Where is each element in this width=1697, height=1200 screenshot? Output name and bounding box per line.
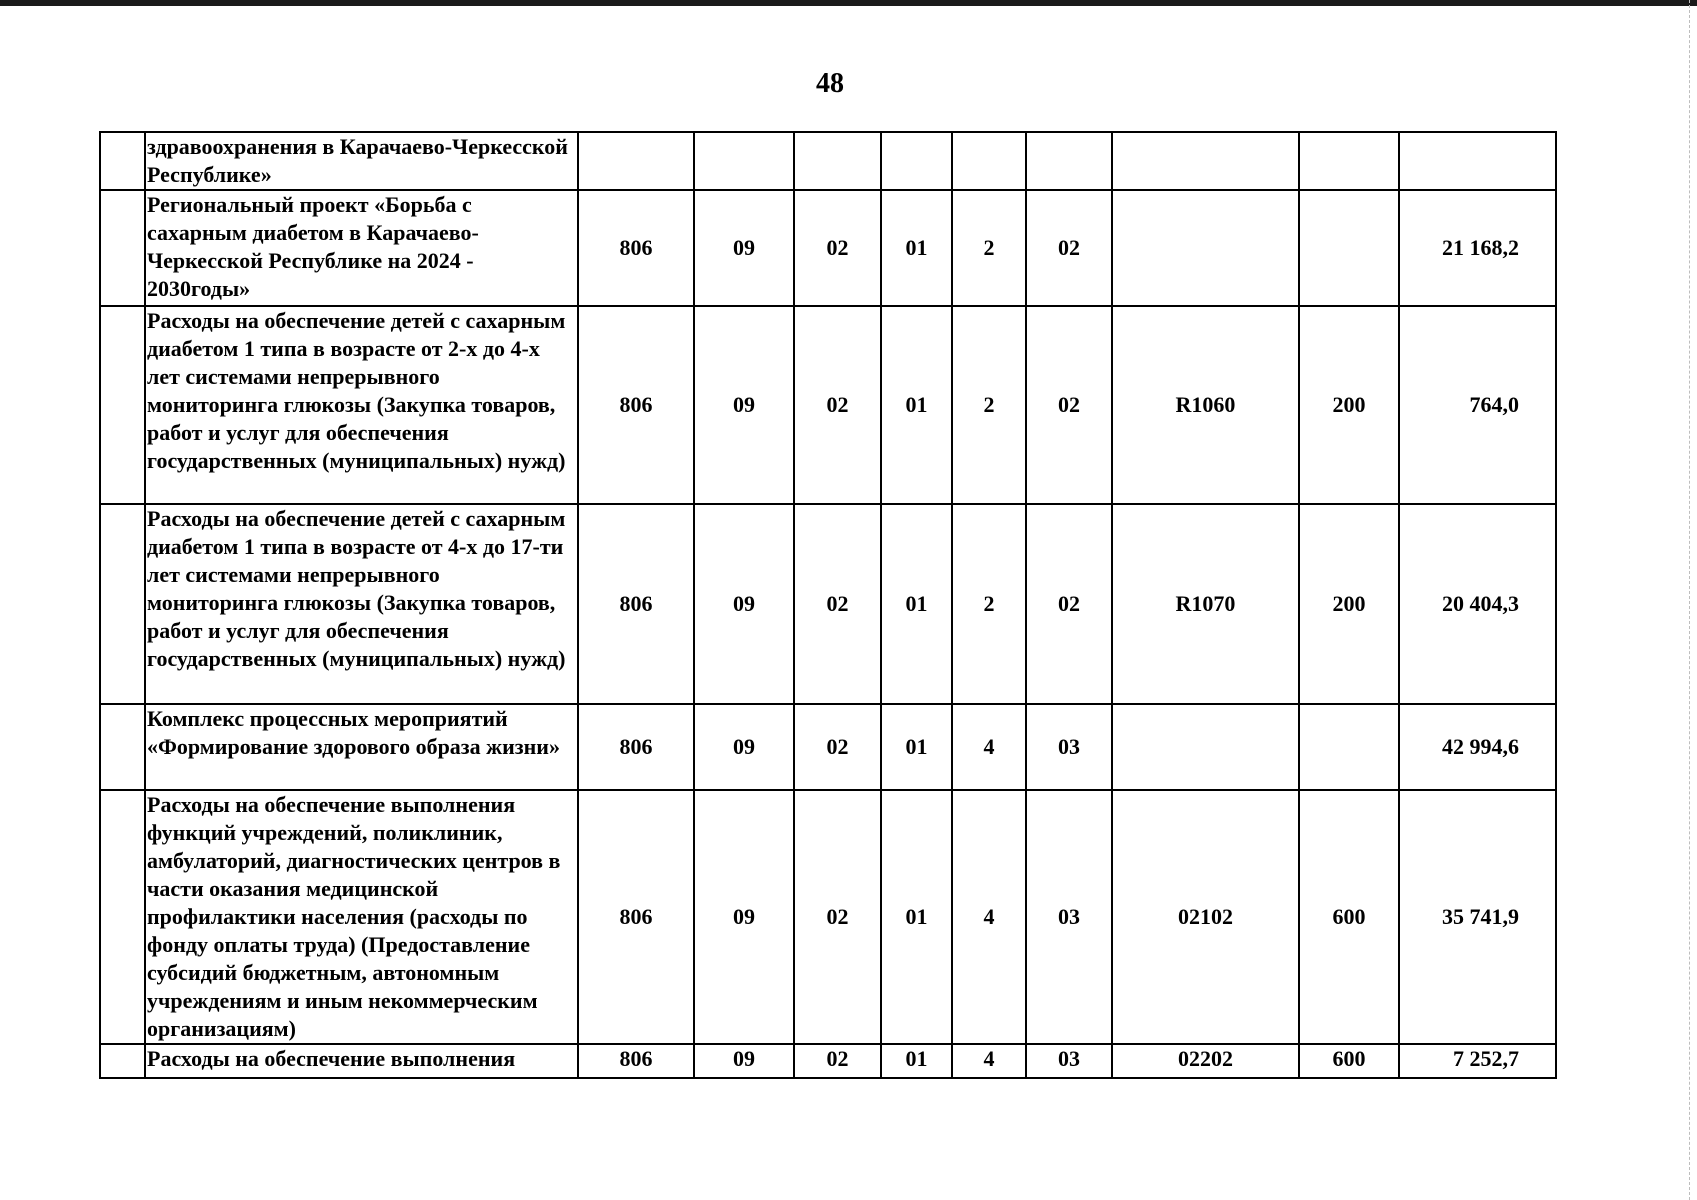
description-cell: Региональный проект «Борьба с сахарным диабетом в Карачаево-Черкесской Республике на 2024 - 2030годы» <box>145 190 578 306</box>
amount-cell: 42 994,6 <box>1399 704 1556 790</box>
structure-type-cell: 2 <box>952 306 1026 504</box>
description-cell: здравоохранения в Карачаево-Черкесской Республике» <box>145 132 578 190</box>
expense-type-cell <box>1299 190 1399 306</box>
section-code-cell: 09 <box>694 306 794 504</box>
row-number-cell <box>100 1044 145 1078</box>
subsection-code-cell <box>794 132 881 190</box>
ministry-code-cell: 806 <box>578 190 694 306</box>
project-code-cell: 02 <box>1026 190 1112 306</box>
table-row <box>100 190 1556 306</box>
ministry-code-cell: 806 <box>578 704 694 790</box>
project-code-cell: 02 <box>1026 306 1112 504</box>
ministry-code-cell: 806 <box>578 306 694 504</box>
table-row <box>100 1044 1556 1078</box>
amount-cell: 20 404,3 <box>1399 504 1556 704</box>
direction-code-cell: R1060 <box>1112 306 1299 504</box>
table-row <box>100 306 1556 504</box>
program-code-cell <box>881 132 952 190</box>
expense-type-cell: 600 <box>1299 790 1399 1044</box>
structure-type-cell: 2 <box>952 190 1026 306</box>
subsection-code-cell: 02 <box>794 1044 881 1078</box>
section-code-cell: 09 <box>694 704 794 790</box>
table-row <box>100 132 1556 190</box>
direction-code-cell: R1070 <box>1112 504 1299 704</box>
expense-type-cell <box>1299 132 1399 190</box>
direction-code-cell <box>1112 190 1299 306</box>
direction-code-cell <box>1112 704 1299 790</box>
section-code-cell <box>694 132 794 190</box>
subsection-code-cell: 02 <box>794 306 881 504</box>
subsection-code-cell: 02 <box>794 790 881 1044</box>
amount-cell: 21 168,2 <box>1399 190 1556 306</box>
structure-type-cell: 2 <box>952 504 1026 704</box>
ministry-code-cell: 806 <box>578 1044 694 1078</box>
direction-code-cell: 02102 <box>1112 790 1299 1044</box>
section-code-cell: 09 <box>694 504 794 704</box>
table-row <box>100 504 1556 704</box>
ministry-code-cell: 806 <box>578 504 694 704</box>
table-row <box>100 790 1556 1044</box>
scan-right-edge <box>1689 0 1693 1200</box>
budget-table <box>99 131 1557 1079</box>
expense-type-cell: 600 <box>1299 1044 1399 1078</box>
program-code-cell: 01 <box>881 790 952 1044</box>
program-code-cell: 01 <box>881 704 952 790</box>
expense-type-cell: 200 <box>1299 504 1399 704</box>
amount-cell: 7 252,7 <box>1399 1044 1556 1078</box>
project-code-cell: 03 <box>1026 704 1112 790</box>
program-code-cell: 01 <box>881 306 952 504</box>
structure-type-cell: 4 <box>952 1044 1026 1078</box>
row-number-cell <box>100 190 145 306</box>
description-cell: Расходы на обеспечение детей с сахарным диабетом 1 типа в возрасте от 4-х до 17-ти лет системами непрерывного мониторинга глюкозы (Закупка товаров, работ и услуг для обеспечения государственных (муниципальных) нужд) <box>145 504 578 704</box>
direction-code-cell <box>1112 132 1299 190</box>
subsection-code-cell: 02 <box>794 504 881 704</box>
project-code-cell: 03 <box>1026 790 1112 1044</box>
expense-type-cell: 200 <box>1299 306 1399 504</box>
description-cell: Расходы на обеспечение детей с сахарным диабетом 1 типа в возрасте от 2-х до 4-х лет системами непрерывного мониторинга глюкозы (Закупка товаров, работ и услуг для обеспечения государственных (муниципальных) нужд) <box>145 306 578 504</box>
row-number-cell <box>100 132 145 190</box>
row-number-cell <box>100 504 145 704</box>
row-number-cell <box>100 306 145 504</box>
scan-top-edge <box>0 0 1697 6</box>
project-code-cell: 02 <box>1026 504 1112 704</box>
structure-type-cell: 4 <box>952 704 1026 790</box>
program-code-cell: 01 <box>881 504 952 704</box>
project-code-cell: 03 <box>1026 1044 1112 1078</box>
project-code-cell <box>1026 132 1112 190</box>
ministry-code-cell <box>578 132 694 190</box>
amount-cell: 35 741,9 <box>1399 790 1556 1044</box>
description-cell: Комплекс процессных мероприятий «Формирование здорового образа жизни» <box>145 704 578 790</box>
page-number: 48 <box>816 68 844 99</box>
amount-cell: 764,0 <box>1399 306 1556 504</box>
structure-type-cell: 4 <box>952 790 1026 1044</box>
section-code-cell: 09 <box>694 790 794 1044</box>
table-row <box>100 704 1556 790</box>
ministry-code-cell: 806 <box>578 790 694 1044</box>
row-number-cell <box>100 704 145 790</box>
description-cell: Расходы на обеспечение выполнения <box>145 1044 578 1078</box>
subsection-code-cell: 02 <box>794 190 881 306</box>
program-code-cell: 01 <box>881 1044 952 1078</box>
amount-cell <box>1399 132 1556 190</box>
structure-type-cell <box>952 132 1026 190</box>
expense-type-cell <box>1299 704 1399 790</box>
program-code-cell: 01 <box>881 190 952 306</box>
description-cell: Расходы на обеспечение выполнения функций учреждений, поликлиник, амбулаторий, диагностических центров в части оказания медицинской профилактики населения (расходы по фонду оплаты труда) (Предоставление субсидий бюджетным, автономным учреждениям и иным некоммерческим организациям) <box>145 790 578 1044</box>
subsection-code-cell: 02 <box>794 704 881 790</box>
section-code-cell: 09 <box>694 1044 794 1078</box>
section-code-cell: 09 <box>694 190 794 306</box>
row-number-cell <box>100 790 145 1044</box>
direction-code-cell: 02202 <box>1112 1044 1299 1078</box>
